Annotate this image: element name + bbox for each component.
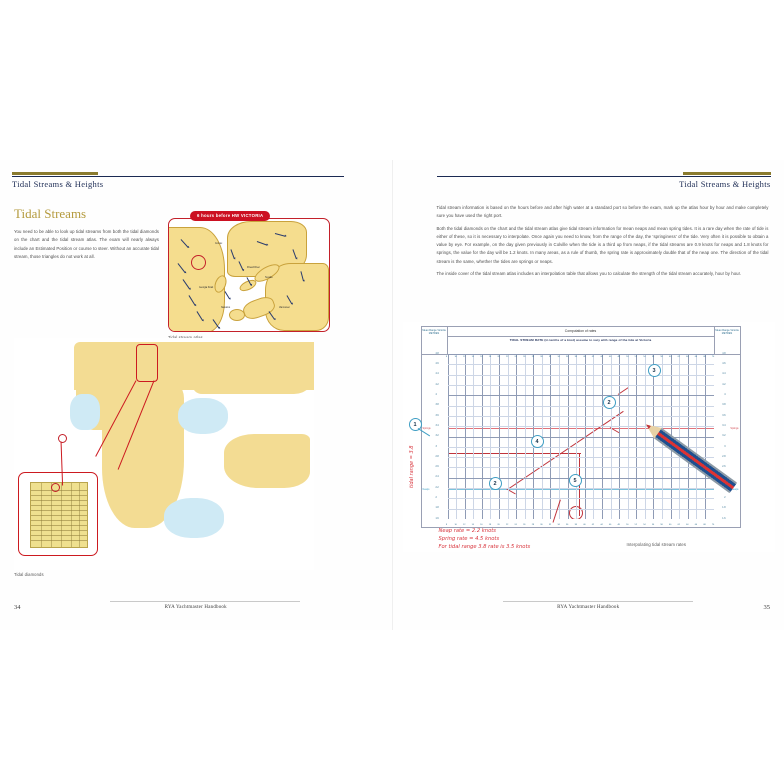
graph-x-tick-label: 58 [660, 523, 663, 526]
springs-reference-line [448, 428, 714, 429]
left-body-text [14, 228, 159, 261]
graph-y-tick-label-left: 3.2 [435, 435, 439, 438]
graph-x-tick-label: 36 [566, 355, 569, 358]
handwritten-spring-rate: Spring rate = 4.5 knots [438, 536, 500, 542]
graph-x-tick-label: 60 [668, 523, 672, 526]
graph-x-tick-label: 66 [694, 523, 698, 526]
step-marker-5: 5 [569, 474, 582, 487]
graph-x-tick-label: 30 [540, 523, 543, 526]
graph-x-tick-label: 56 [651, 355, 655, 358]
graph-x-tick-label: 54 [643, 355, 646, 358]
graph-x-tick-label: 28 [531, 355, 535, 358]
graph-x-tick-label: 8 [445, 355, 448, 358]
chart-shoal-area-west [70, 394, 100, 430]
graph-x-tick-label: 44 [600, 523, 603, 526]
step-marker-4: 4 [531, 435, 544, 448]
right-body-text [437, 204, 769, 278]
right-paragraph-2: Both the tidal diamonds on the chart and the tidal stream atlas give tidal stream information for mean neaps and mean spring tides. It is a rare day when the rate of tide is either of these, so it is necessary to interpolate. Once again you need to know, from the range of the day, the 'springiness' of the tide. Very often it is possible to obtain a value by eye. For example, on the day given previously in Colville when the tide is a third up from neaps, if the tidal streams are 0.9 knots for neaps and 1.8 knots for springs, the value for the day will be 1.2 knots. In many areas, as a rule of thumb, the spring rate is approximately double that of the neap one. The direction of the tidal stream is the same, whether the tides are springs or neaps. [436, 225, 769, 264]
running-head-rule-navy [437, 176, 771, 177]
left-page [0, 160, 393, 630]
right-page-number: 35 [763, 604, 770, 611]
graph-y-tick-label-left: 3.4 [435, 424, 439, 427]
graph-x-tick-label: 60 [668, 355, 672, 358]
chart-land-east [224, 434, 310, 488]
graph-x-tick-label: 42 [591, 355, 595, 358]
graph-x-tick-label: 26 [523, 523, 526, 526]
interpolation-figure [403, 322, 775, 552]
graph-x-tick-label: 50 [626, 355, 629, 358]
graph-x-tick-label: 32 [548, 523, 552, 526]
running-head-title: Tidal Streams & Heights [12, 179, 104, 189]
graph-x-tick-label: 28 [531, 523, 535, 526]
graph-y-tick-label-left: 2.4 [435, 476, 439, 479]
tidal-range-annotation: tidal range = 3.8 [408, 445, 415, 488]
graph-neaps-tag: Neaps [422, 487, 430, 491]
graph-title-divider [448, 336, 714, 337]
right-running-head [437, 172, 771, 194]
graph-x-tick-label: 58 [660, 355, 663, 358]
graph-x-tick-label: 16 [480, 523, 483, 526]
graph-x-tick-label: 46 [608, 355, 612, 358]
graph-y-tick-label-left: 1.8 [435, 507, 439, 510]
graph-y-tick-label-left: 1.6 [435, 517, 439, 520]
chart-diamond-marker [51, 483, 60, 492]
graph-y-tick-label-right: 3 [724, 445, 726, 448]
chart-diamond-source-box [136, 344, 158, 382]
graph-horizontal-gridline [448, 395, 714, 396]
graph-x-tick-label: 20 [497, 523, 500, 526]
atlas-place-label: Nanaimo [221, 307, 231, 309]
atlas-place-label: Texada [265, 277, 273, 279]
graph-y-tick-label-right: 2 [724, 497, 726, 500]
step-marker-2-springs: 2 [603, 396, 616, 409]
graph-y-tick-label-left: 2.6 [435, 466, 439, 469]
graph-x-tick-label: 48 [617, 523, 620, 526]
diamond-table-row [31, 510, 87, 511]
graph-x-tick-label: 18 [488, 523, 492, 526]
graph-x-tick-label: 8 [445, 523, 448, 526]
graph-title-bar [422, 327, 740, 355]
graph-left-axis-title: Mean Range Victoria METRES [422, 327, 448, 354]
graph-x-tick-label: 64 [686, 355, 689, 358]
tidal-range-readoff-line [448, 453, 581, 454]
graph-x-tick-label: 24 [514, 355, 517, 358]
graph-x-tick-label: 10 [454, 523, 457, 526]
graph-x-tick-label: 24 [514, 523, 517, 526]
atlas-banner-label: 6 hours before HW VICTORIA [190, 211, 270, 221]
graph-title: Computation of rates [564, 328, 597, 333]
footer-rule [110, 601, 300, 602]
graph-y-tick-label-right: 2.8 [722, 455, 726, 458]
handwritten-interpolated-rate: For tidal range 3.8 rate is 3.5 knots [438, 544, 531, 550]
atlas-land-saltspring [229, 309, 245, 321]
graph-x-tick-label: 10 [454, 355, 457, 358]
graph-springs-tag: Springs [422, 426, 431, 430]
interpolation-figure-caption: Interpolating tidal stream rates [626, 542, 687, 547]
graph-y-tick-label-right: 1.6 [722, 517, 726, 520]
right-page [393, 160, 784, 630]
diamond-table-row [31, 495, 87, 496]
tidal-diamond-table [30, 482, 88, 548]
atlas-place-label: Powell River [247, 267, 260, 269]
left-page-number: 34 [14, 604, 21, 611]
graph-x-tick-label: 38 [574, 355, 577, 358]
nautical-chart-figure [14, 338, 314, 570]
graph-right-axis-title: Mean Range Victoria METRES [714, 327, 740, 354]
graph-y-tick-label-right: 3.4 [722, 424, 726, 427]
right-paragraph-3: The inside cover of the tidal stream atlas includes an interpolation table that allows you to calculate the strength of the tidal stream accurately, hour by hour. [436, 270, 742, 276]
graph-x-tick-label: 62 [677, 355, 680, 358]
graph-y-tick-label-left: 4.2 [435, 383, 439, 386]
tidal-stream-atlas-inset [168, 204, 328, 340]
graph-y-tick-label-right: 4.6 [722, 363, 726, 365]
diamond-table-row [31, 530, 87, 531]
graph-x-tick-label: 48 [617, 355, 620, 358]
graph-y-tick-label-left: 3.6 [435, 414, 439, 417]
atlas-place-label: Vancouver [279, 307, 290, 309]
left-book-name: RYA Yachtmaster Handbook [164, 605, 227, 610]
running-head-title: Tidal Streams & Heights [679, 179, 771, 189]
graph-x-tick-label: 38 [574, 523, 577, 526]
graph-x-tick-label: 46 [608, 523, 612, 526]
graph-y-tick-label-left: 4.8 [435, 352, 439, 355]
left-footer [14, 604, 378, 618]
chart-shoal-area-channel [178, 398, 228, 434]
diamond-table-row [31, 515, 87, 516]
graph-subtitle: TIDAL STREAM RATE (in tenths of a knot) assume to vary with range of the tide at Victoria [509, 338, 652, 342]
diamond-table-row [31, 505, 87, 506]
diamond-table-row [31, 500, 87, 501]
running-head-rule-navy [12, 176, 344, 177]
diamond-table-row [31, 540, 87, 541]
graph-y-tick-label-left: 3.8 [435, 404, 439, 407]
diamond-table-row [31, 535, 87, 536]
graph-x-tick-label: 12 [463, 523, 466, 526]
graph-x-tick-label: 12 [463, 355, 466, 358]
handwritten-neap-rate: Neap rate = 2.2 knots [438, 528, 496, 534]
chart-shoal-area-south [164, 498, 224, 538]
graph-x-tick-label: 36 [566, 523, 569, 526]
right-book-name: RYA Yachtmaster Handbook [557, 605, 620, 610]
graph-x-tick-label: 18 [488, 355, 492, 358]
running-head-rule-gold [683, 172, 771, 175]
atlas-place-label: Comox [215, 243, 223, 245]
graph-x-tick-label: 14 [471, 523, 474, 526]
graph-y-tick-label-left: 3 [435, 445, 437, 448]
graph-x-tick-label: 68 [703, 355, 706, 358]
graph-y-tick-label-left: 4.6 [435, 363, 439, 365]
graph-x-tick-label: 34 [557, 355, 560, 358]
left-text-column [14, 206, 159, 265]
graph-x-tick-label: 20 [497, 355, 500, 358]
graph-y-tick-label-right: 4 [724, 393, 726, 396]
interpolation-graph [421, 326, 741, 528]
graph-y-tick-label-right: 2.6 [722, 466, 726, 469]
graph-x-tick-label: 52 [634, 355, 637, 358]
neaps-reference-line [448, 489, 714, 490]
graph-x-tick-label: 40 [583, 523, 586, 526]
graph-y-tick-label-right: 4.2 [722, 383, 726, 386]
graph-x-tick-label: 70 [711, 523, 715, 526]
graph-y-tick-label-left: 2.8 [435, 455, 439, 458]
book-spread [0, 160, 784, 630]
left-running-head [12, 172, 344, 194]
step-marker-1: 1 [409, 418, 422, 431]
graph-y-tick-label-left: 4 [435, 393, 437, 396]
graph-neaps-tag: Neaps [731, 487, 739, 491]
graph-x-tick-label: 50 [626, 523, 629, 526]
atlas-map-frame [168, 218, 330, 332]
right-paragraph-1: Tidal stream information is based on the hours before and after high water at a standard port so before the exam, mark up the atlas hour by hour and make completely sure you have used the right port. [436, 205, 769, 219]
chart-land-northeast [192, 352, 314, 394]
right-text-column [437, 204, 769, 282]
graph-springs-tag: Springs [730, 426, 739, 430]
atlas-stream-arrow [225, 291, 230, 299]
atlas-highlight-circle [191, 255, 206, 270]
graph-y-tick-label-right: 3.6 [722, 414, 726, 417]
graph-x-tick-label: 30 [540, 355, 543, 358]
graph-y-tick-label-right: 3.8 [722, 404, 726, 407]
graph-x-tick-label: 56 [651, 523, 655, 526]
graph-x-tick-label: 64 [686, 523, 689, 526]
nautical-chart-caption: Tidal diamonds [14, 572, 44, 577]
step-marker-3: 3 [648, 364, 661, 377]
graph-y-tick-label-right: 4.8 [722, 352, 726, 355]
left-paragraph-1: You need to be able to look up tidal streams from both the tidal diamonds on the chart and the tidal stream atlas. The exam will nearly always include an Estimated Position or course to steer. Without an accurate tidal stream, those triangles do not work at all. [14, 229, 159, 259]
graph-y-tick-label-left: 2 [435, 497, 437, 500]
graph-y-tick-label-left: 2.2 [435, 486, 439, 489]
graph-y-tick-label-right: 4.4 [722, 373, 726, 376]
graph-x-tick-label: 70 [711, 355, 715, 358]
graph-horizontal-gridline [448, 354, 714, 355]
graph-x-tick-label: 34 [557, 523, 560, 526]
running-head-rule-gold [12, 172, 98, 175]
diamond-table-row [31, 525, 87, 526]
graph-x-tick-label: 54 [643, 523, 646, 526]
graph-x-tick-label: 22 [505, 355, 509, 358]
graph-x-tick-label: 14 [471, 355, 474, 358]
graph-x-tick-label: 32 [548, 355, 552, 358]
diamond-table-row [31, 520, 87, 521]
graph-x-tick-label: 22 [505, 523, 509, 526]
graph-x-tick-label: 62 [677, 523, 680, 526]
right-footer [407, 604, 771, 618]
graph-y-tick-label-right: 3.2 [722, 435, 726, 438]
graph-x-tick-label: 44 [600, 355, 603, 358]
page-heading: Tidal Streams [14, 206, 87, 221]
footer-rule [503, 601, 693, 602]
graph-x-tick-label: 40 [583, 355, 586, 358]
graph-y-tick-label-right: 1.8 [722, 507, 726, 510]
graph-x-tick-label: 42 [591, 523, 595, 526]
graph-x-tick-label: 52 [634, 523, 637, 526]
graph-y-tick-label-left: 4.4 [435, 373, 439, 376]
step-marker-2-neaps: 2 [489, 477, 502, 490]
graph-x-tick-label: 16 [480, 355, 483, 358]
graph-x-tick-label: 68 [703, 523, 706, 526]
atlas-place-label: Georgia Strait [199, 287, 214, 289]
graph-x-tick-label: 66 [694, 355, 698, 358]
chart-diamond-position-marker [58, 434, 67, 443]
graph-x-tick-label: 26 [523, 355, 526, 358]
